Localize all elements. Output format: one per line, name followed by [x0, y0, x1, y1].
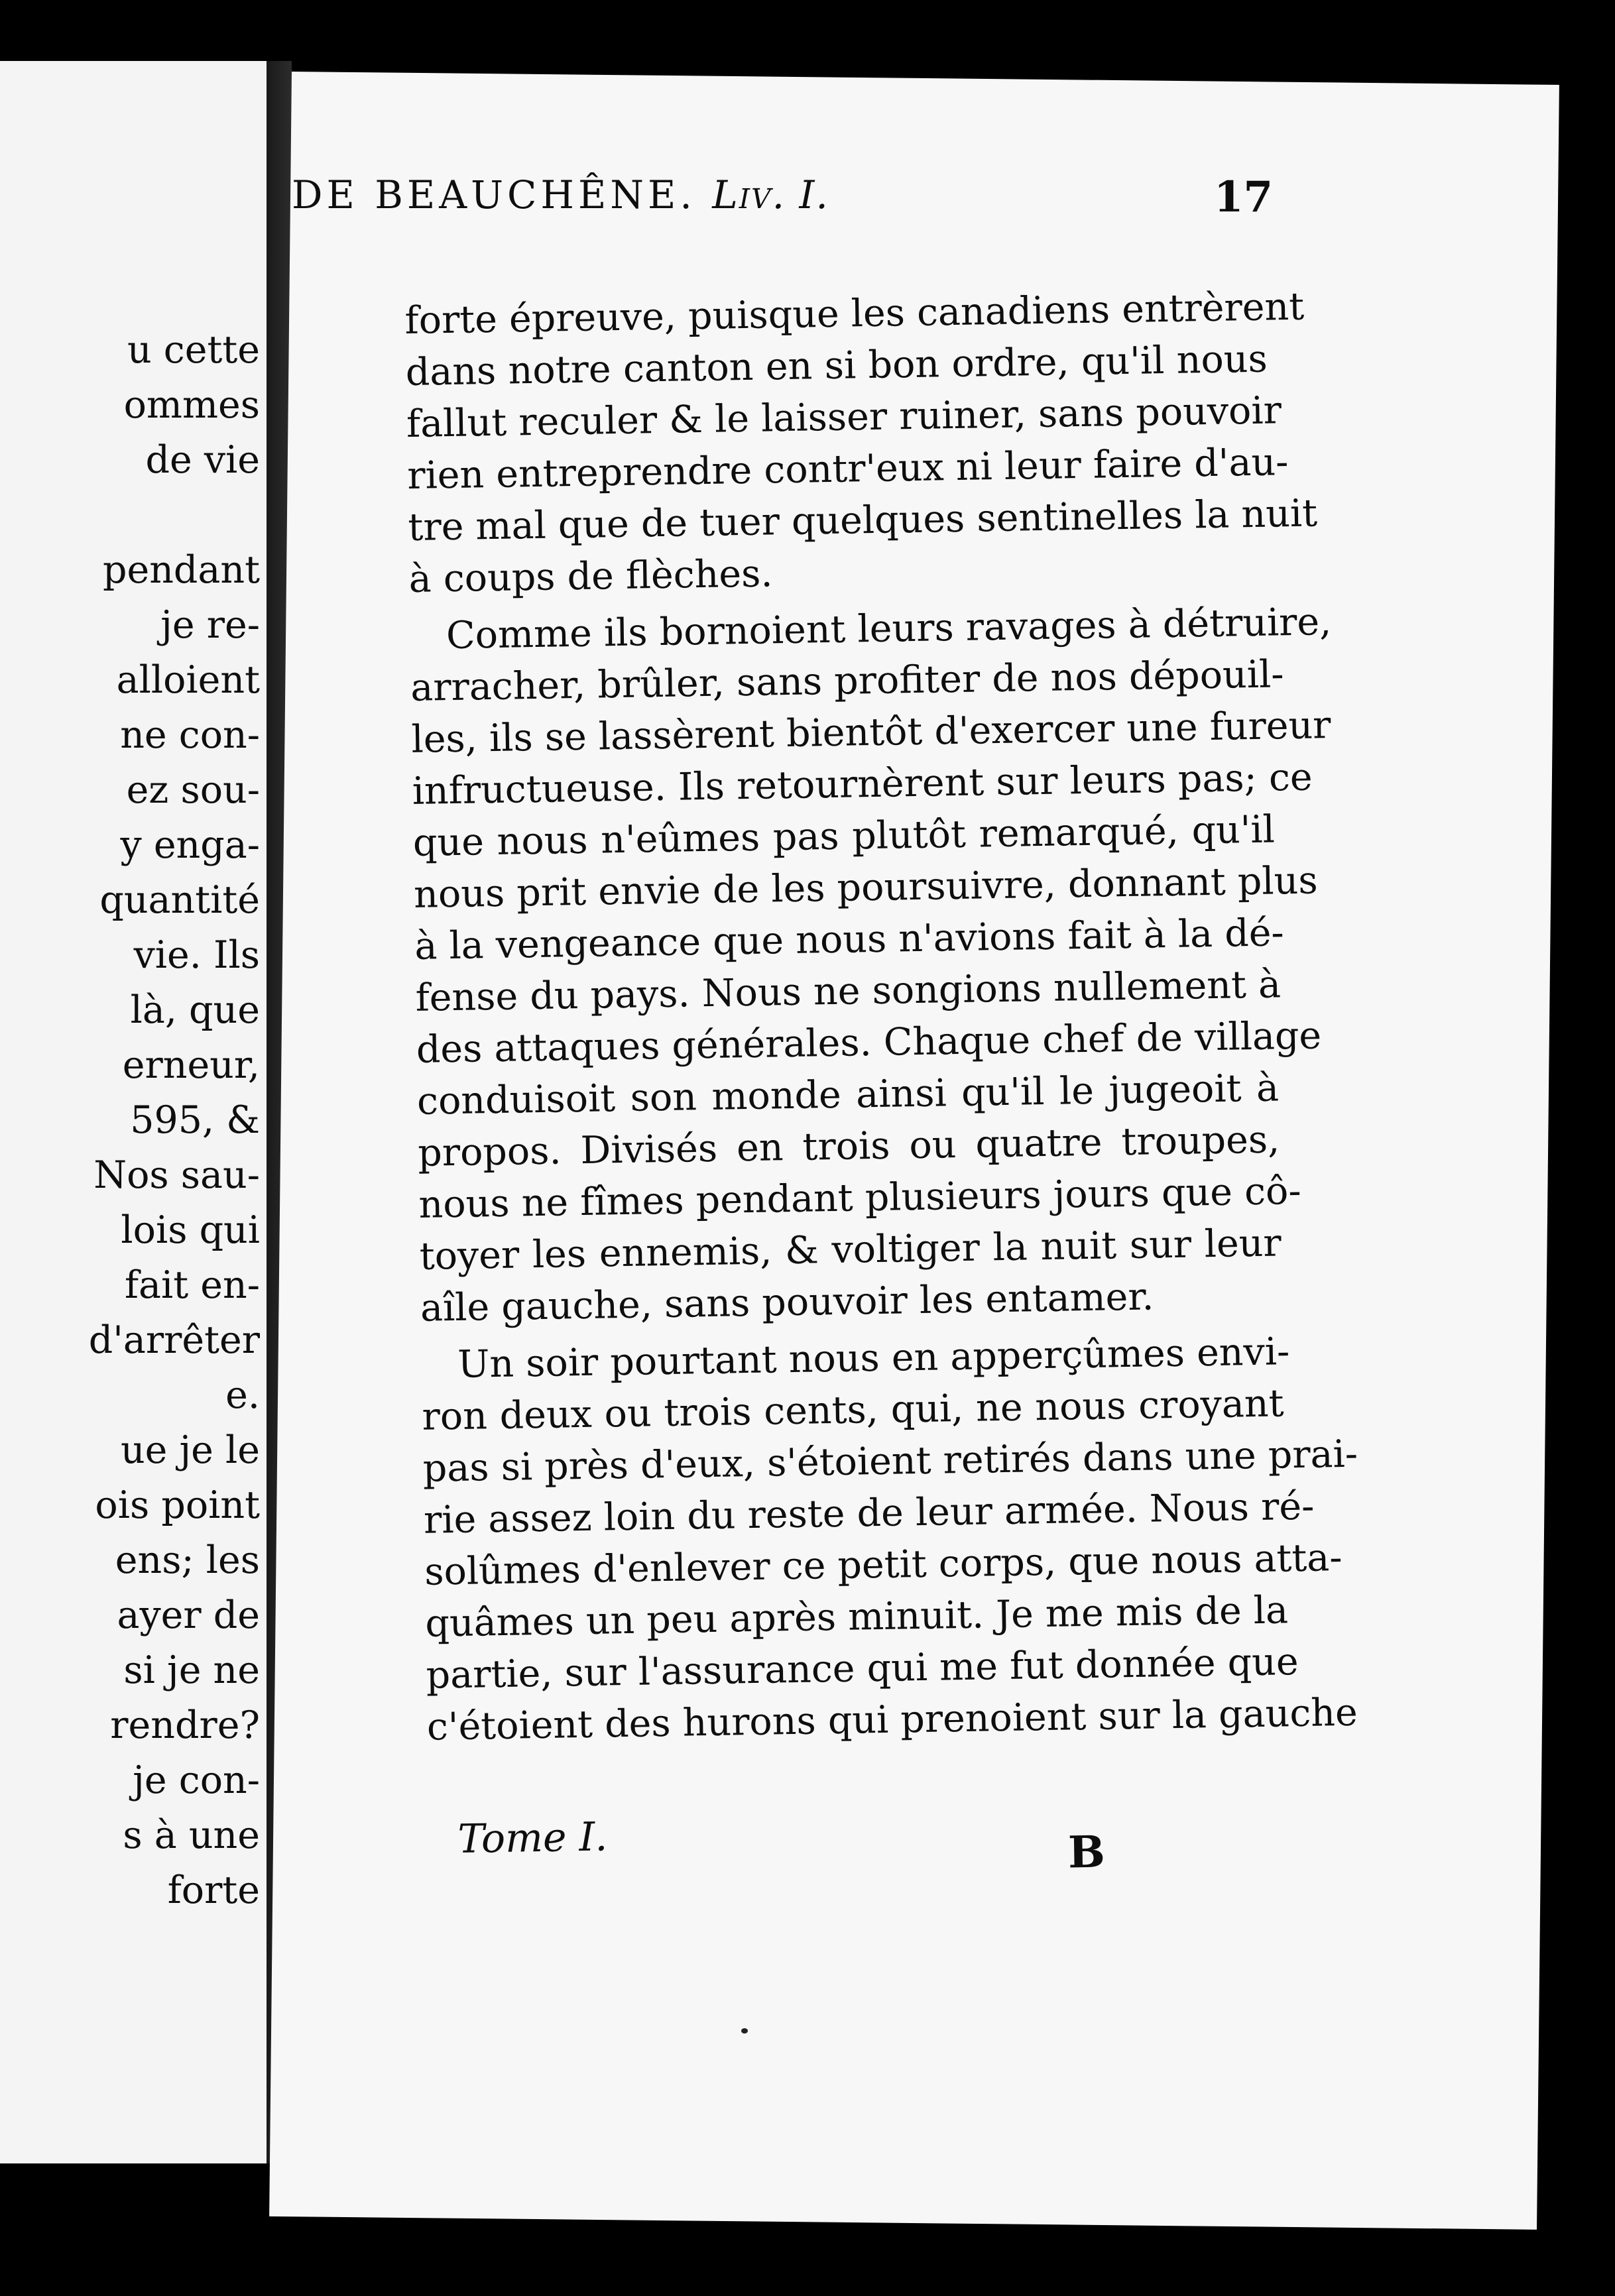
- left-page-line: e.: [225, 1373, 260, 1417]
- paragraph-2: [409, 597, 1332, 1334]
- left-page-line: ois point: [95, 1483, 260, 1527]
- tome-label: Tome I.: [457, 1813, 608, 1863]
- left-page-line: u cette: [127, 328, 260, 372]
- left-page-line: alloient: [116, 658, 260, 702]
- body-line: des attaques générales. Chaque chef de village: [416, 1013, 1322, 1072]
- left-page-line: s à une: [123, 1813, 260, 1857]
- left-page-line: ens; les: [115, 1538, 260, 1582]
- body-line: fense du pays. Nous ne songions nullement à: [415, 962, 1282, 1020]
- body-line: pas si près d'eux, s'étoient retirés dans une prai-: [422, 1432, 1358, 1491]
- body-line: quâmes un peu après minuit. Je me mis de la: [424, 1588, 1289, 1646]
- body-line: aîle gauche, sans pouvoir les entamer.: [420, 1275, 1154, 1330]
- left-page-line: ayer de: [117, 1593, 260, 1637]
- page-footer: [457, 1806, 1121, 1882]
- body-line: propos. Divisés en trois ou quatre troupes,: [417, 1118, 1280, 1175]
- left-page-line: de vie: [145, 438, 260, 482]
- left-page-line: Nos sau-: [93, 1153, 260, 1197]
- body-line: partie, sur l'assurance qui me fut donnée que: [426, 1640, 1299, 1697]
- left-page-line: si je ne: [123, 1648, 260, 1692]
- left-facing-page: [0, 61, 267, 2163]
- body-line: à la vengeance que nous n'avions fait à la dé-: [414, 911, 1285, 968]
- body-line: forte épreuve, puisque les canadiens entrèrent: [404, 284, 1305, 343]
- body-line: c'étoient des hurons qui prenoient sur la gauche: [426, 1690, 1358, 1749]
- left-page-line: forte: [167, 1868, 260, 1912]
- signature-mark: B: [1067, 1825, 1106, 1878]
- page-header: [292, 172, 1273, 232]
- paragraph-3: [421, 1326, 1358, 1752]
- left-page-line: ue je le: [120, 1428, 260, 1472]
- ink-speck: [741, 2028, 748, 2034]
- body-line: toyer les ennemis, & voltiger la nuit sur leur: [419, 1221, 1282, 1279]
- left-page-line: quantité: [99, 878, 260, 922]
- body-line: dans notre canton en si bon ordre, qu'il nous: [405, 337, 1268, 394]
- body-line: les, ils se lassèrent bientôt d'exercer une fureur: [411, 703, 1331, 762]
- body-line: tre mal que de tuer quelques sentinelles la nuit: [407, 491, 1318, 549]
- body-line: rien entreprendre contr'eux ni leur faire d'au-: [406, 440, 1289, 498]
- left-page-line: ne con-: [120, 713, 260, 757]
- left-page-line: là, que: [130, 988, 260, 1032]
- left-page-line: d'arrêter: [88, 1318, 260, 1362]
- body-line: Un soir pourtant nous en apperçûmes envi-: [457, 1330, 1290, 1387]
- body-line: nous prit envie de les poursuivre, donnant plus: [413, 858, 1319, 917]
- running-head: [292, 172, 829, 217]
- paragraph-1: [404, 282, 1318, 605]
- body-line: ron deux ou trois cents, qui, ne nous croyant: [422, 1381, 1284, 1439]
- left-page-line: 595, &: [130, 1098, 260, 1142]
- left-page-line: vie. Ils: [133, 933, 260, 977]
- left-page-line: rendre?: [110, 1703, 260, 1747]
- body-line: Comme ils bornoient leurs ravages à détruire,: [446, 600, 1332, 658]
- left-page-line: [41, 488, 260, 543]
- left-page-line: lois qui: [121, 1208, 260, 1252]
- body-line: fallut reculer & le laisser ruiner, sans pouvoir: [406, 388, 1282, 446]
- left-page-line: fait en-: [124, 1263, 260, 1307]
- left-page-line: pendant: [102, 548, 260, 592]
- left-page-text: [41, 323, 260, 1918]
- body-line: que nous n'eûmes pas plutôt remarqué, qu'il: [412, 807, 1276, 865]
- running-head-title: DE BEAUCHÊNE.: [292, 172, 696, 217]
- left-page-line: erneur,: [122, 1043, 260, 1087]
- page-number: 17: [1213, 172, 1273, 222]
- body-line: infructueuse. Ils retournèrent sur leurs pas; ce: [412, 755, 1313, 813]
- body-line: nous ne fîmes pendant plusieurs jours que cô-: [418, 1169, 1302, 1227]
- body-line: solûmes d'enlever ce petit corps, que nous atta-: [424, 1536, 1343, 1594]
- body-text: [404, 282, 1358, 1753]
- left-page-line: ez sou-: [126, 768, 260, 812]
- left-page-line: je re-: [160, 603, 260, 647]
- left-page-line: je con-: [133, 1758, 260, 1802]
- body-line: conduisoit son monde ainsi qu'il le jugeoit à: [416, 1066, 1280, 1123]
- book-label: Liv. I.: [712, 172, 829, 217]
- body-line: arracher, brûler, sans profiter de nos dépouil-: [410, 652, 1284, 710]
- left-page-line: ommes: [123, 383, 260, 427]
- body-line: à coups de flèches.: [408, 551, 773, 601]
- left-page-line: y enga-: [120, 823, 260, 867]
- body-line: rie assez loin du reste de leur armée. Nous ré-: [423, 1484, 1315, 1542]
